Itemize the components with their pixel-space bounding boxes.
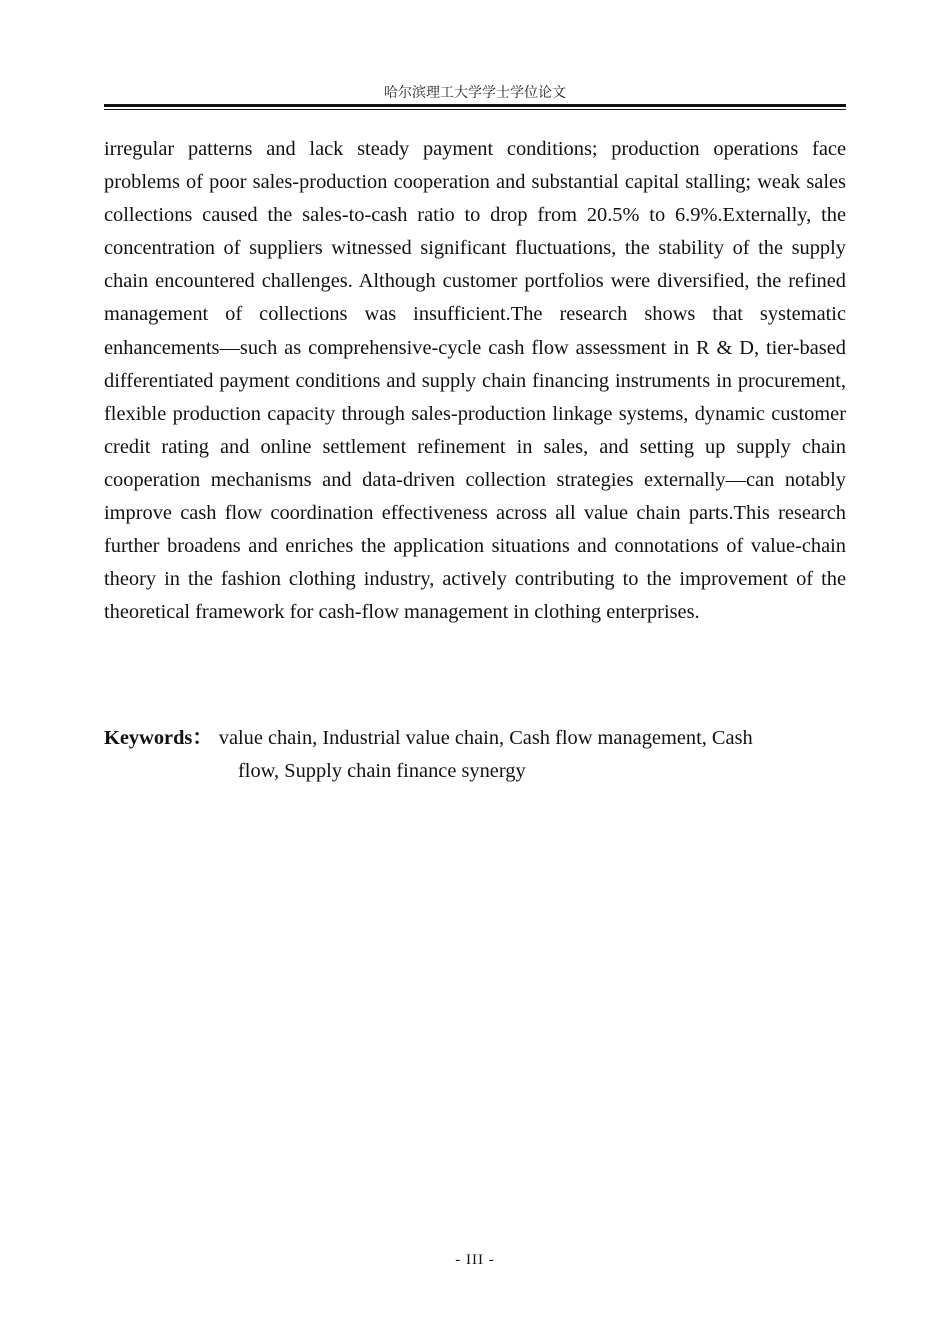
header-rule-thick (104, 104, 846, 107)
keywords-label: Keywords (104, 727, 193, 749)
keywords-line-1 (104, 722, 846, 755)
page-header-title: 哈尔滨理工大学学士学位论文 (384, 85, 566, 101)
keywords-text-1: value chain, Industrial value chain, Cash flow management, Cash (218, 727, 753, 749)
keywords-line-2 (104, 755, 846, 788)
page-number: - III - (455, 1252, 495, 1268)
keywords-section (104, 722, 846, 788)
keywords-text-2: flow, Supply chain finance synergy (238, 760, 526, 783)
header-rule-thin (104, 109, 846, 110)
keywords-separator: ： (192, 727, 213, 749)
abstract-paragraph: irregular patterns and lack steady payment conditions; production operations face problems of poor sales-production cooperation and substantial capital stalling; weak sales collections caused the sales-to-cash ratio to drop from 20.5% to 6.9%.Externally, the concentration of suppliers witnessed significant fluctuations, the stability of the supply chain encountered challenges. Although customer portfolios were diversified, the refined management of collections was insufficient.The research shows that systematic enhancements—such as comprehensive-cycle cash flow assessment in R & D, tier-based differentiated payment conditions and supply chain financing instruments in procurement, flexible production capacity through sales-production linkage systems, dynamic customer credit rating and online settlement refinement in sales, and setting up supply chain cooperation mechanisms and data-driven collection strategies externally—can notably improve cash flow coordination effectiveness across all value chain parts.This research further broadens and enriches the application situations and connotations of value-chain theory in the fashion clothing industry, actively contributing to the improvement of the theoretical framework for cash-flow management in clothing enterprises. (104, 138, 846, 624)
